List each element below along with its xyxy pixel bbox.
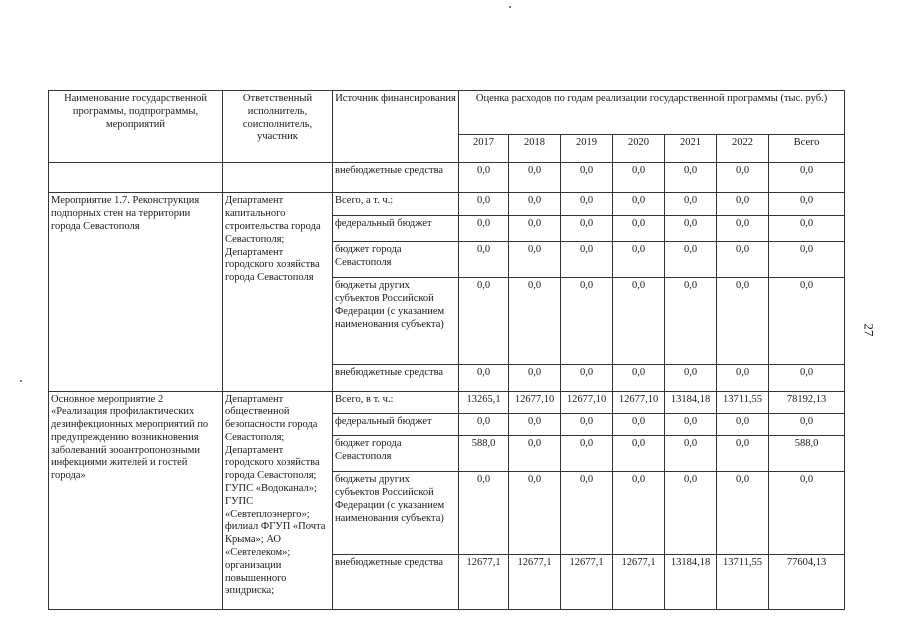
source-cell: Всего, а т. ч.: [333,193,459,215]
header-source: Источник финансирования [333,91,459,163]
header-name: Наименование государственной программы, подпрограммы, мероприятий [49,91,223,163]
value-cell: 0,0 [561,163,613,193]
table-row [49,163,845,193]
value-cell: 0,0 [717,215,769,241]
value-cell: 0,0 [769,215,845,241]
value-cell: 0,0 [509,472,561,555]
value-cell: 0,0 [509,278,561,365]
value-cell: 0,0 [665,435,717,471]
budget-table [48,90,845,610]
value-cell: 0,0 [769,193,845,215]
value-cell: 0,0 [561,215,613,241]
header-estimate: Оценка расходов по годам реализации государственной программы (тыс. руб.) [459,91,845,135]
value-cell: 0,0 [613,365,665,391]
value-cell: 13265,1 [459,391,509,413]
source-cell: бюджет города Севастополя [333,241,459,277]
value-cell: 12677,10 [561,391,613,413]
value-cell: 0,0 [459,413,509,435]
value-cell: 0,0 [665,278,717,365]
value-cell: 0,0 [459,365,509,391]
value-cell: 0,0 [665,163,717,193]
value-cell: 0,0 [613,241,665,277]
year-header: 2021 [665,135,717,163]
value-cell: 77604,13 [769,555,845,610]
value-cell: 0,0 [613,163,665,193]
value-cell: 0,0 [509,163,561,193]
value-cell: 13711,55 [717,391,769,413]
header-executor: Ответственный исполнитель, соисполнитель, участник [223,91,333,163]
value-cell: 12677,1 [509,555,561,610]
value-cell: 0,0 [717,435,769,471]
value-cell: 0,0 [459,163,509,193]
empty-cell [49,163,223,193]
table-row [49,391,845,413]
value-cell: 0,0 [665,193,717,215]
value-cell: 0,0 [665,472,717,555]
value-cell: 0,0 [561,365,613,391]
year-header: Всего [769,135,845,163]
value-cell: 0,0 [665,365,717,391]
measure1-executor: Департамент капитального строительства города Севастополя; Департамент городского хозяйства города Севастополя [223,193,333,391]
value-cell: 12677,1 [459,555,509,610]
value-cell: 0,0 [769,413,845,435]
scan-speck [20,380,22,382]
value-cell: 0,0 [561,193,613,215]
value-cell: 0,0 [769,472,845,555]
value-cell: 0,0 [665,413,717,435]
value-cell: 0,0 [717,193,769,215]
source-cell: внебюджетные средства [333,163,459,193]
value-cell: 0,0 [561,278,613,365]
page-number: 27 [861,323,877,337]
value-cell: 0,0 [509,413,561,435]
value-cell: 0,0 [561,472,613,555]
value-cell: 0,0 [613,413,665,435]
value-cell: 0,0 [459,193,509,215]
source-cell: федеральный бюджет [333,215,459,241]
value-cell: 13184,18 [665,555,717,610]
value-cell: 0,0 [509,193,561,215]
value-cell: 0,0 [459,241,509,277]
value-cell: 0,0 [613,278,665,365]
value-cell: 0,0 [769,163,845,193]
value-cell: 12677,10 [613,391,665,413]
value-cell: 0,0 [717,365,769,391]
value-cell: 0,0 [769,241,845,277]
value-cell: 0,0 [459,472,509,555]
value-cell: 0,0 [613,472,665,555]
value-cell: 0,0 [509,365,561,391]
value-cell: 0,0 [665,241,717,277]
value-cell: 78192,13 [769,391,845,413]
source-cell: бюджеты других субъектов Российской Федерации (с указанием наименования субъекта) [333,278,459,365]
source-cell: федеральный бюджет [333,413,459,435]
value-cell: 0,0 [613,193,665,215]
scan-speck [509,6,511,8]
value-cell: 0,0 [769,365,845,391]
value-cell: 12677,10 [509,391,561,413]
source-cell: бюджеты других субъектов Российской Федерации (с указанием наименования субъекта) [333,472,459,555]
source-cell: внебюджетные средства [333,365,459,391]
year-header: 2018 [509,135,561,163]
value-cell: 0,0 [717,472,769,555]
value-cell: 0,0 [561,413,613,435]
value-cell: 12677,1 [561,555,613,610]
year-header: 2022 [717,135,769,163]
value-cell: 0,0 [509,435,561,471]
value-cell: 12677,1 [613,555,665,610]
measure2-executor: Департамент общественной безопасности города Севастополя; Департамент городского хозяйства города Севастополя; ГУПС «Водоканал»; ГУПС «Севтеплоэнерго»; филиал ФГУП «Почта Крыма»; АО «Севтелеком»; организации повышенного эпидриска; [223,391,333,610]
value-cell: 0,0 [717,163,769,193]
value-cell: 0,0 [613,435,665,471]
value-cell: 0,0 [509,215,561,241]
value-cell: 0,0 [665,215,717,241]
year-header: 2017 [459,135,509,163]
source-cell: внебюджетные средства [333,555,459,610]
value-cell: 588,0 [769,435,845,471]
value-cell: 0,0 [459,278,509,365]
value-cell: 0,0 [509,241,561,277]
year-header: 2020 [613,135,665,163]
value-cell: 0,0 [717,278,769,365]
value-cell: 0,0 [717,241,769,277]
source-cell: бюджет города Севастополя [333,435,459,471]
value-cell: 13184,18 [665,391,717,413]
source-cell: Всего, в т. ч.: [333,391,459,413]
measure2-name: Основное мероприятие 2 «Реализация профилактических дезинфекционных мероприятий по предупреждению возникновения заболеваний зооантропонозными инфекциями жителей и гостей города» [49,391,223,610]
empty-cell [223,163,333,193]
value-cell: 0,0 [561,241,613,277]
year-header: 2019 [561,135,613,163]
value-cell: 0,0 [561,435,613,471]
value-cell: 588,0 [459,435,509,471]
value-cell: 13711,55 [717,555,769,610]
value-cell: 0,0 [613,215,665,241]
value-cell: 0,0 [769,278,845,365]
measure1-name: Мероприятие 1.7. Реконструкция подпорных стен на территории города Севастополя [49,193,223,391]
value-cell: 0,0 [459,215,509,241]
table-row [49,193,845,215]
value-cell: 0,0 [717,413,769,435]
